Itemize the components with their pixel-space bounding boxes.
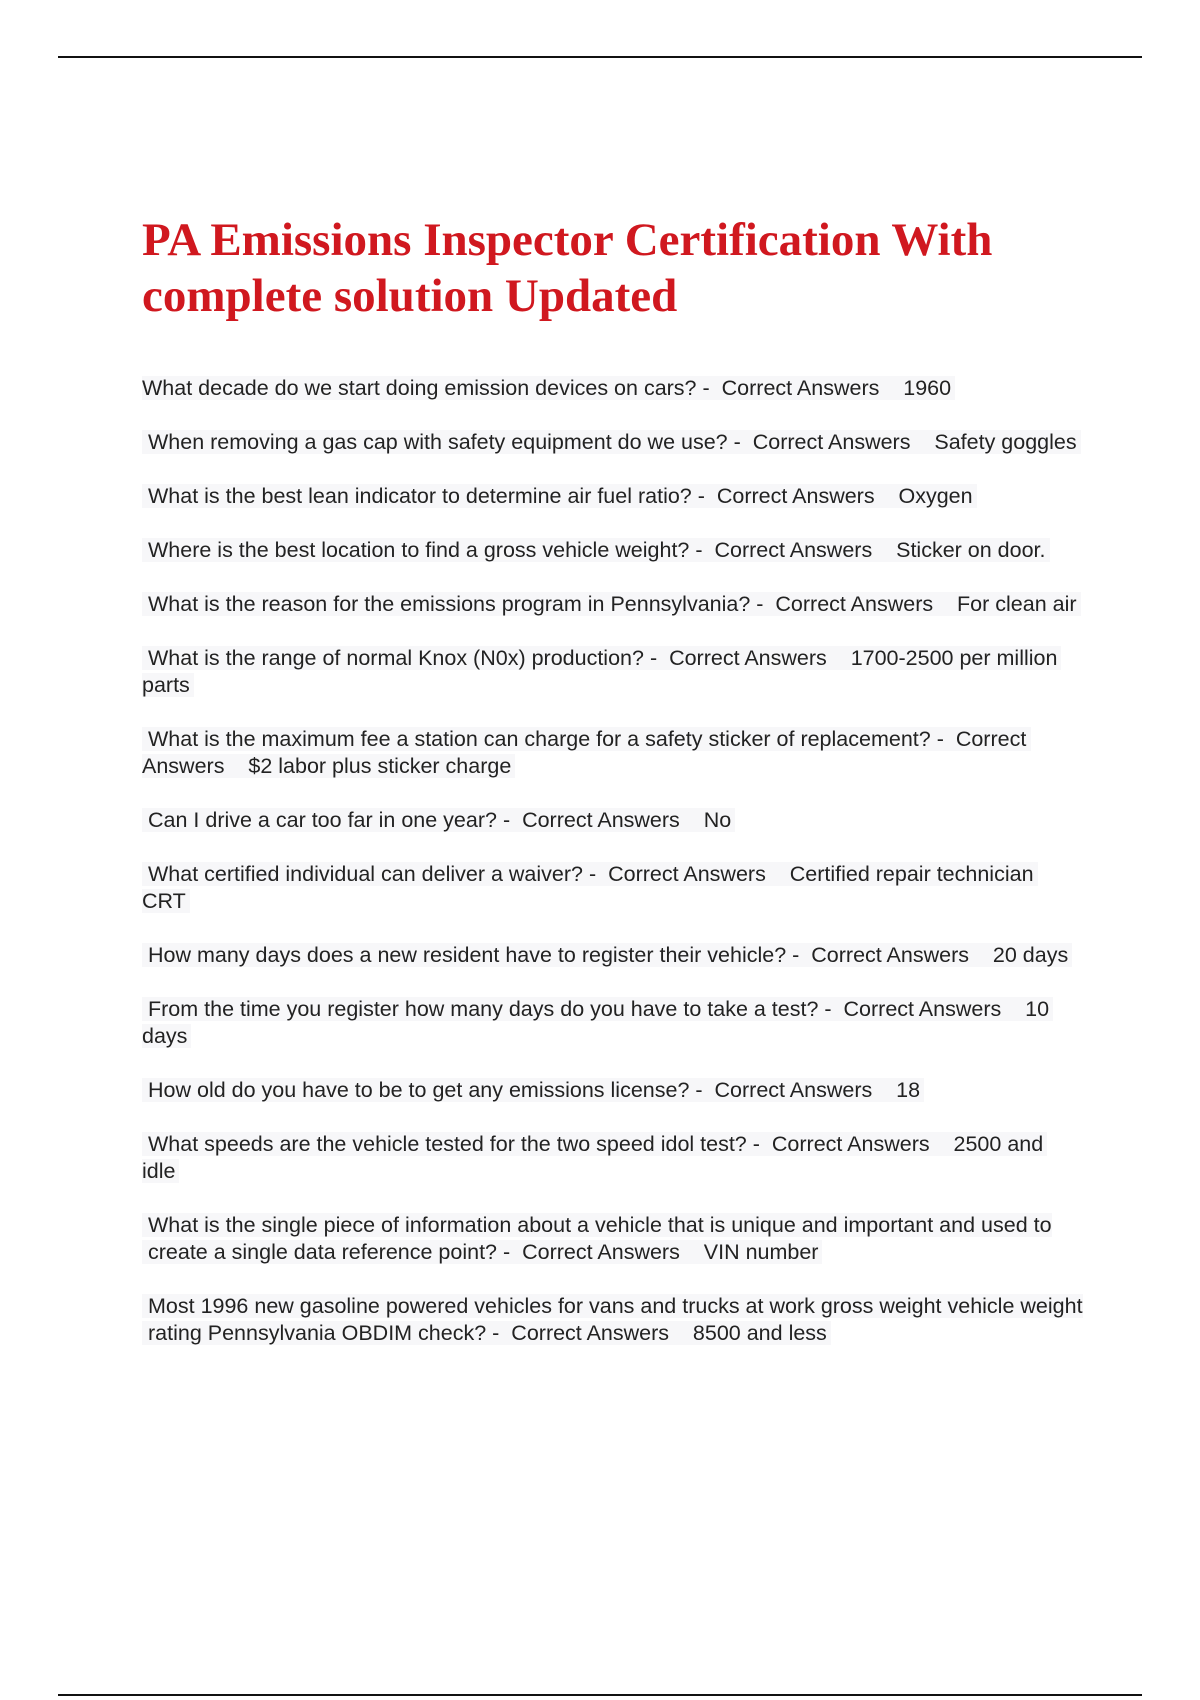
separator-dash: -: [824, 997, 832, 1021]
qa-item: [142, 996, 1086, 1050]
question-text: How many days does a new resident have to register their vehicle?: [142, 943, 786, 967]
answer-text: Safety goggles: [934, 430, 1080, 454]
answer-separator: [747, 1132, 954, 1156]
separator-dash: -: [588, 862, 597, 886]
question-text: How old do you have to be to get any emissions license?: [142, 1078, 689, 1102]
answer-text: 1700-2500 per million parts: [142, 646, 1061, 697]
qa-item: [142, 1131, 1086, 1185]
separator-dash: -: [649, 646, 658, 670]
separator-dash: -: [756, 592, 764, 616]
question-text: Most 1996 new gasoline powered vehicles for vans and trucks at work gross weight vehicle weight rating Pennsylvania OBDIM check?: [142, 1294, 1083, 1345]
answer-text: For clean air: [957, 592, 1081, 616]
qa-item: [142, 429, 1086, 456]
separator-dash: -: [792, 943, 800, 967]
answer-label: Correct Answers: [522, 1240, 680, 1264]
separator-dash: -: [936, 727, 944, 751]
answer-separator: [692, 484, 899, 508]
answer-label: Correct Answers: [608, 862, 766, 886]
qa-item: [142, 375, 1086, 402]
answer-separator: [728, 430, 935, 454]
answer-separator: [786, 943, 993, 967]
answer-label: Correct Answers: [721, 376, 880, 400]
answer-text: Certified repair technician CRT: [142, 862, 1038, 913]
answer-label: Correct Answers: [142, 727, 1032, 778]
answer-label: Correct Answers: [843, 997, 1002, 1021]
separator-dash: -: [695, 538, 703, 562]
answer-label: Correct Answers: [511, 1321, 670, 1345]
answer-text: 20 days: [993, 943, 1072, 967]
qa-item: [142, 537, 1086, 564]
answer-text: No: [704, 808, 735, 832]
answer-separator: [689, 538, 896, 562]
answer-label: Correct Answers: [522, 808, 680, 832]
question-text: What is the reason for the emissions program in Pennsylvania?: [142, 592, 750, 616]
answer-text: 2500 and idle: [142, 1132, 1047, 1183]
separator-dash: -: [702, 376, 710, 400]
qa-item: [142, 645, 1086, 699]
answer-separator: [486, 1321, 693, 1345]
qa-item: [142, 1293, 1086, 1347]
header-rule: [58, 56, 1142, 58]
qa-item: [142, 807, 1086, 834]
question-text: Can I drive a car too far in one year?: [142, 808, 497, 832]
separator-dash: -: [492, 1321, 500, 1345]
qa-list: [142, 375, 1086, 1374]
separator-dash: -: [503, 1240, 511, 1264]
question-text: What certified individual can deliver a waiver?: [142, 862, 583, 886]
answer-separator: [689, 1078, 896, 1102]
answer-label: Correct Answers: [716, 484, 875, 508]
qa-item: [142, 942, 1086, 969]
question-text: From the time you register how many days do you have to take a test?: [142, 997, 818, 1021]
question-text: What decade do we start doing emission devices on cars?: [142, 376, 697, 400]
answer-text: 18: [896, 1078, 924, 1102]
qa-item: [142, 1212, 1086, 1266]
separator-dash: -: [502, 808, 511, 832]
question-text: What speeds are the vehicle tested for the two speed idol test?: [142, 1132, 747, 1156]
answer-separator: [818, 997, 1025, 1021]
question-text: Where is the best location to find a gross vehicle weight?: [142, 538, 689, 562]
answer-label: Correct Answers: [771, 1132, 930, 1156]
separator-dash: -: [697, 484, 705, 508]
answer-text: Oxygen: [899, 484, 977, 508]
question-text: What is the range of normal Knox (N0x) production?: [142, 646, 644, 670]
answer-separator: [697, 376, 904, 400]
answer-label: Correct Answers: [714, 1078, 873, 1102]
answer-text: VIN number: [704, 1240, 823, 1264]
answer-separator: [497, 1240, 704, 1264]
answer-separator: [750, 592, 957, 616]
answer-label: Correct Answers: [714, 538, 873, 562]
answer-label: Correct Answers: [775, 592, 934, 616]
question-text: What is the best lean indicator to determine air fuel ratio?: [142, 484, 692, 508]
answer-label: Correct Answers: [752, 430, 911, 454]
separator-dash: -: [695, 1078, 703, 1102]
separator-dash: -: [752, 1132, 760, 1156]
answer-label: Correct Answers: [669, 646, 827, 670]
footer-rule: [58, 1694, 1142, 1696]
answer-text: Sticker on door.: [896, 538, 1049, 562]
answer-text: 8500 and less: [693, 1321, 831, 1345]
qa-item: [142, 591, 1086, 618]
qa-item: [142, 483, 1086, 510]
answer-separator: [644, 646, 851, 670]
document-title: PA Emissions Inspector Certification With complete solution Updated: [142, 214, 993, 322]
qa-item: [142, 726, 1086, 780]
qa-item: [142, 1077, 1086, 1104]
question-text: When removing a gas cap with safety equipment do we use?: [142, 430, 728, 454]
answer-label: Correct Answers: [811, 943, 969, 967]
separator-dash: -: [733, 430, 741, 454]
answer-text: $2 labor plus sticker charge: [248, 754, 515, 778]
answer-text: 1960: [903, 376, 955, 400]
answer-separator: [583, 862, 790, 886]
answer-separator: [497, 808, 704, 832]
qa-item: [142, 861, 1086, 915]
question-text: What is the single piece of information about a vehicle that is unique and important and used to create a single data reference point?: [142, 1213, 1052, 1264]
question-text: What is the maximum fee a station can charge for a safety sticker of replacement?: [142, 727, 931, 751]
answer-text: 10 days: [142, 997, 1053, 1048]
